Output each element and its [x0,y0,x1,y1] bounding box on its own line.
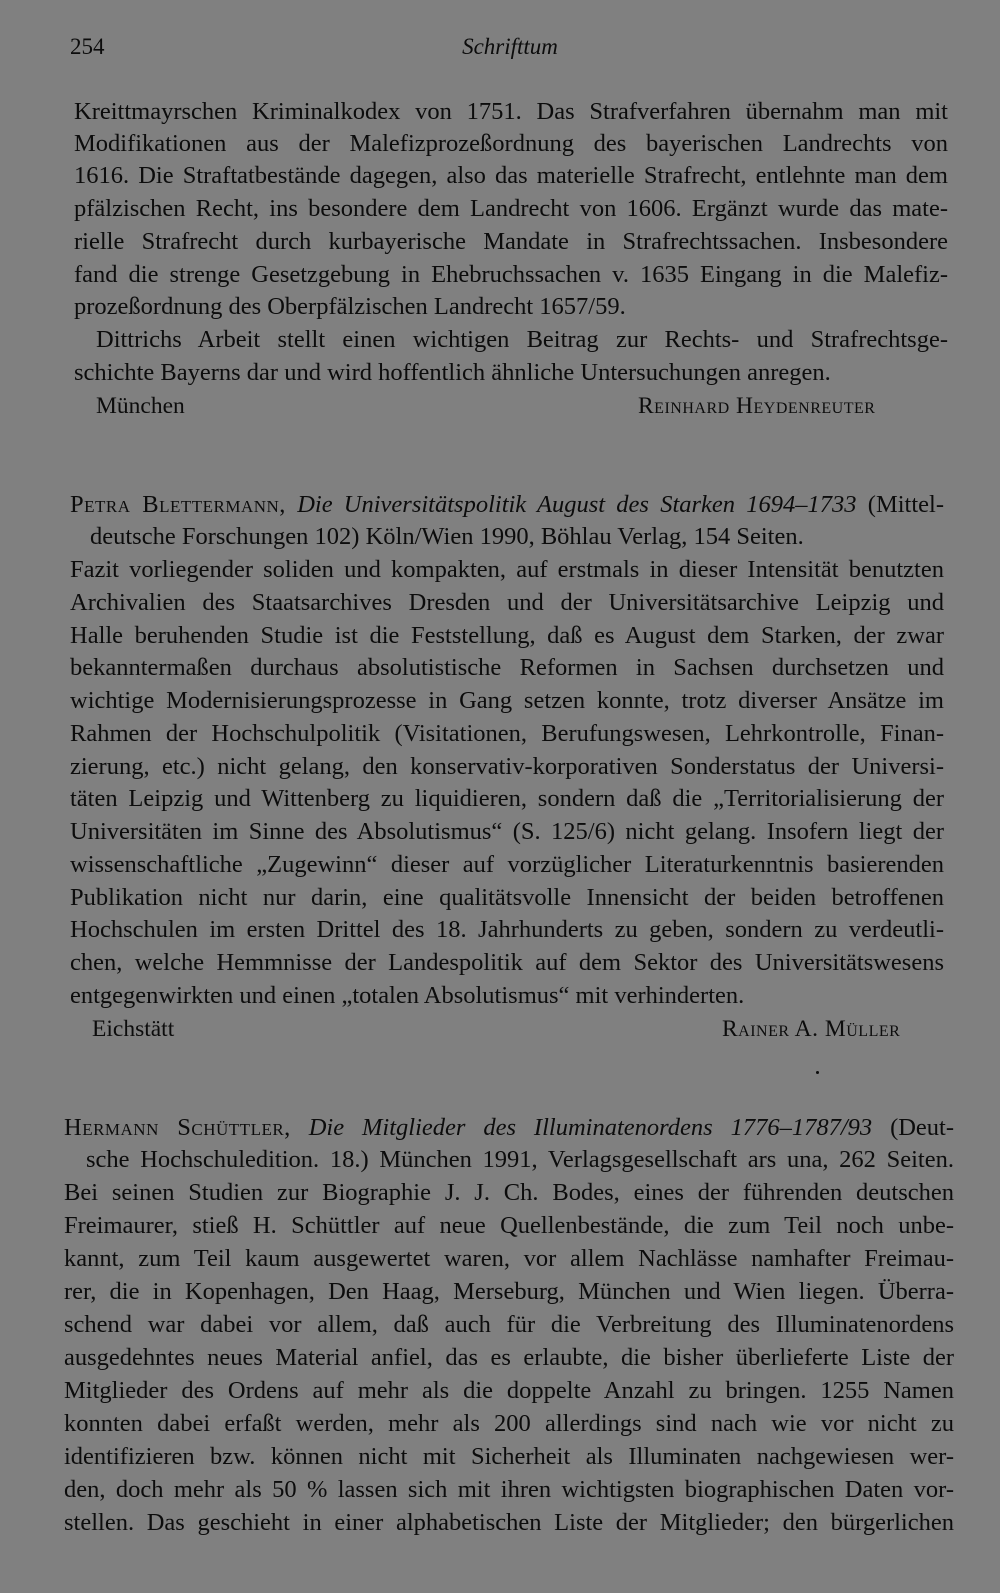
body-line: Freimaurer, stieß H. Schüttler auf neue Quellenbestände, die zum Teil noch unbe- [64,1212,954,1239]
body-line: bekanntermaßen durchaus absolutistische Reformen in Sachsen durchsetzen und [70,654,944,681]
book-author: Petra Blettermann, [70,491,286,518]
body-line: kannt, zum Teil kaum ausgewertet waren, vor allem Nachlässe namhafter Freimau- [64,1245,954,1272]
body-line: Mitglieder des Ordens auf mehr als die doppelte Anzahl zu bringen. 1255 Namen [64,1377,954,1404]
reviewer-place: München [96,393,185,419]
body-line: zierung, etc.) nicht gelang, den konservativ-korporativen Sonderstatus der Universi- [70,753,944,780]
body-line: Kreittmayrschen Kriminalkodex von 1751. Das Strafverfahren übernahm man mit [74,98,948,125]
body-line: Dittrichs Arbeit stellt einen wichtigen Beitrag zur Rechts- und Strafrechtsge- [96,326,948,353]
series-info: (Deut- [890,1114,955,1141]
book-author: Hermann Schüttler, [64,1114,291,1141]
body-line: entgegenwirkten und einen „totalen Absolutismus“ mit verhinderten. [70,982,745,1009]
body-line: rielle Strafrecht durch kurbayerische Mandate in Strafrechtssachen. Insbesondere [74,228,948,255]
body-line: Publikation nicht nur darin, eine qualitätsvolle Innensicht der beiden betroffenen [70,884,944,911]
page-header [70,34,950,64]
body-line: konnten dabei erfaßt werden, mehr als 200 allerdings sind nach wie vor nicht zu [64,1410,954,1437]
reviewer-name: Rainer A. Müller [722,1016,901,1042]
body-line: Fazit vorliegender soliden und kompakten, auf erstmals in dieser Intensität benutzten [70,556,944,583]
body-line: identifizieren bzw. können nicht mit Sicherheit als Illuminaten nachgewiesen wer- [64,1443,954,1470]
body-line: Rahmen der Hochschulpolitik (Visitationen, Berufungswesen, Lehrkontrolle, Finan- [70,720,944,747]
body-line: prozeßordnung des Oberpfälzischen Landrecht 1657/59. [74,293,626,320]
bibliographic-entry-cont: sche Hochschuledition. 18.) München 1991, Verlagsgesellschaft ars una, 262 Seiten. [86,1146,954,1173]
body-line: wichtige Modernisierungsprozesse in Gang setzen konnte, trotz diverser Ansätze im [70,687,944,714]
body-line: täten Leipzig und Wittenberg zu liquidieren, sondern daß die „Territorialisierung der [70,785,944,812]
body-line: Archivalien des Staatsarchives Dresden und der Universitätsarchive Leipzig und [70,589,944,616]
running-head: Schrifttum [462,34,558,59]
body-line: 1616. Die Straftatbestände dagegen, also das materielle Strafrecht, entlehnte man dem [74,162,948,189]
body-line: Halle beruhenden Studie ist die Feststellung, daß es August dem Starken, der zwar [70,622,944,649]
body-line: schend war dabei vor allem, daß auch für die Verbreitung des Illuminatenordens [64,1311,954,1338]
body-line: schichte Bayerns dar und wird hoffentlich ähnliche Untersuchungen anregen. [74,359,831,386]
body-line: rer, die in Kopenhagen, Den Haag, Merseburg, München und Wien liegen. Überra- [64,1278,954,1305]
body-line: ausgedehntes neues Material anfiel, das es erlaubte, die bisher überlieferte Liste der [64,1344,954,1371]
book-title: Die Mitglieder des Illuminatenordens 1776–1787/93 [308,1114,873,1141]
bibliographic-entry-cont: deutsche Forschungen 102) Köln/Wien 1990, Böhlau Verlag, 154 Seiten. [90,523,804,550]
body-line: fand die strenge Gesetzgebung in Ehebruchssachen v. 1635 Eingang in die Malefiz- [74,261,948,288]
stray-dot [816,1071,819,1074]
body-line: den, doch mehr als 50 % lassen sich mit ihren wichtigsten biographischen Daten vor- [64,1476,954,1503]
bibliographic-entry [70,489,944,521]
body-line: wissenschaftliche „Zugewinn“ dieser auf vorzüglicher Literaturkenntnis basierenden [70,851,944,878]
body-line: Modifikationen aus der Malefizprozeßordnung des bayerischen Landrechts von [74,130,948,157]
body-line: chen, welche Hemmnisse der Landespolitik auf dem Sektor des Universitätswesens [70,949,944,976]
body-line: Universitäten im Sinne des Absolutismus“ (S. 125/6) nicht gelang. Insofern liegt der [70,818,944,845]
body-line: Hochschulen im ersten Drittel des 18. Jahrhunderts zu geben, sondern zu verdeutli- [70,916,944,943]
bibliographic-entry [64,1112,954,1144]
body-line: Bei seinen Studien zur Biographie J. J. Ch. Bodes, eines der führenden deutschen [64,1179,954,1206]
page-number: 254 [70,34,105,59]
body-line: stellen. Das geschieht in einer alphabetischen Liste der Mitglieder; den bürgerlichen [64,1509,954,1536]
body-line: pfälzischen Recht, ins besondere dem Landrecht von 1606. Ergänzt wurde das mate- [74,195,948,222]
reviewer-name: Reinhard Heydenreuter [638,393,876,419]
series-info: (Mittel- [867,491,944,518]
reviewer-place: Eichstätt [92,1016,175,1042]
book-title: Die Universitätspolitik August des Starken 1694–1733 [297,491,857,518]
